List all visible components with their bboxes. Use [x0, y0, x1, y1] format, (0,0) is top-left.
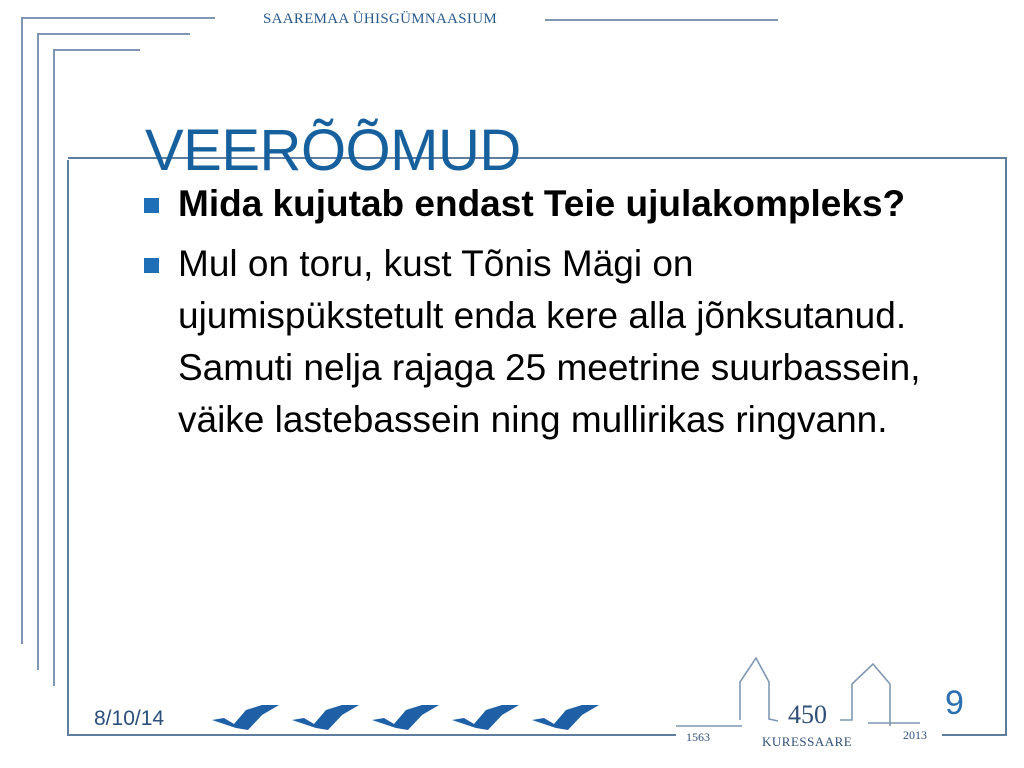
logo-year-start: 1563	[686, 730, 710, 744]
bullet-answer	[140, 238, 960, 446]
bullet-question	[140, 178, 960, 230]
slide-title: VEERÕÕMUD	[145, 117, 521, 183]
bullet-text: Mida kujutab endast Teie ujulakompleks?	[178, 183, 906, 224]
wave-emblem-row	[212, 705, 599, 730]
bullet-text: Mul on toru, kust Tõnis Mägi on ujumispükstetult enda kere alla jõnksutanud. Samuti nelja rajaga 25 meetrine suurbassein, väike lastebassein ning mullirikas ringvann.	[178, 243, 921, 440]
logo-year-end: 2013	[903, 728, 927, 742]
square-bullet-icon	[144, 258, 159, 273]
logo-city: KURESSAARE	[762, 734, 853, 749]
slide-date: 8/10/14	[94, 707, 165, 730]
logo-number: 450	[788, 700, 827, 729]
bullet-list	[140, 178, 960, 454]
school-name: SAAREMAA ÜHISGÜMNAASIUM	[262, 11, 497, 27]
slide-number: 9	[945, 684, 964, 722]
square-bullet-icon	[144, 198, 159, 213]
